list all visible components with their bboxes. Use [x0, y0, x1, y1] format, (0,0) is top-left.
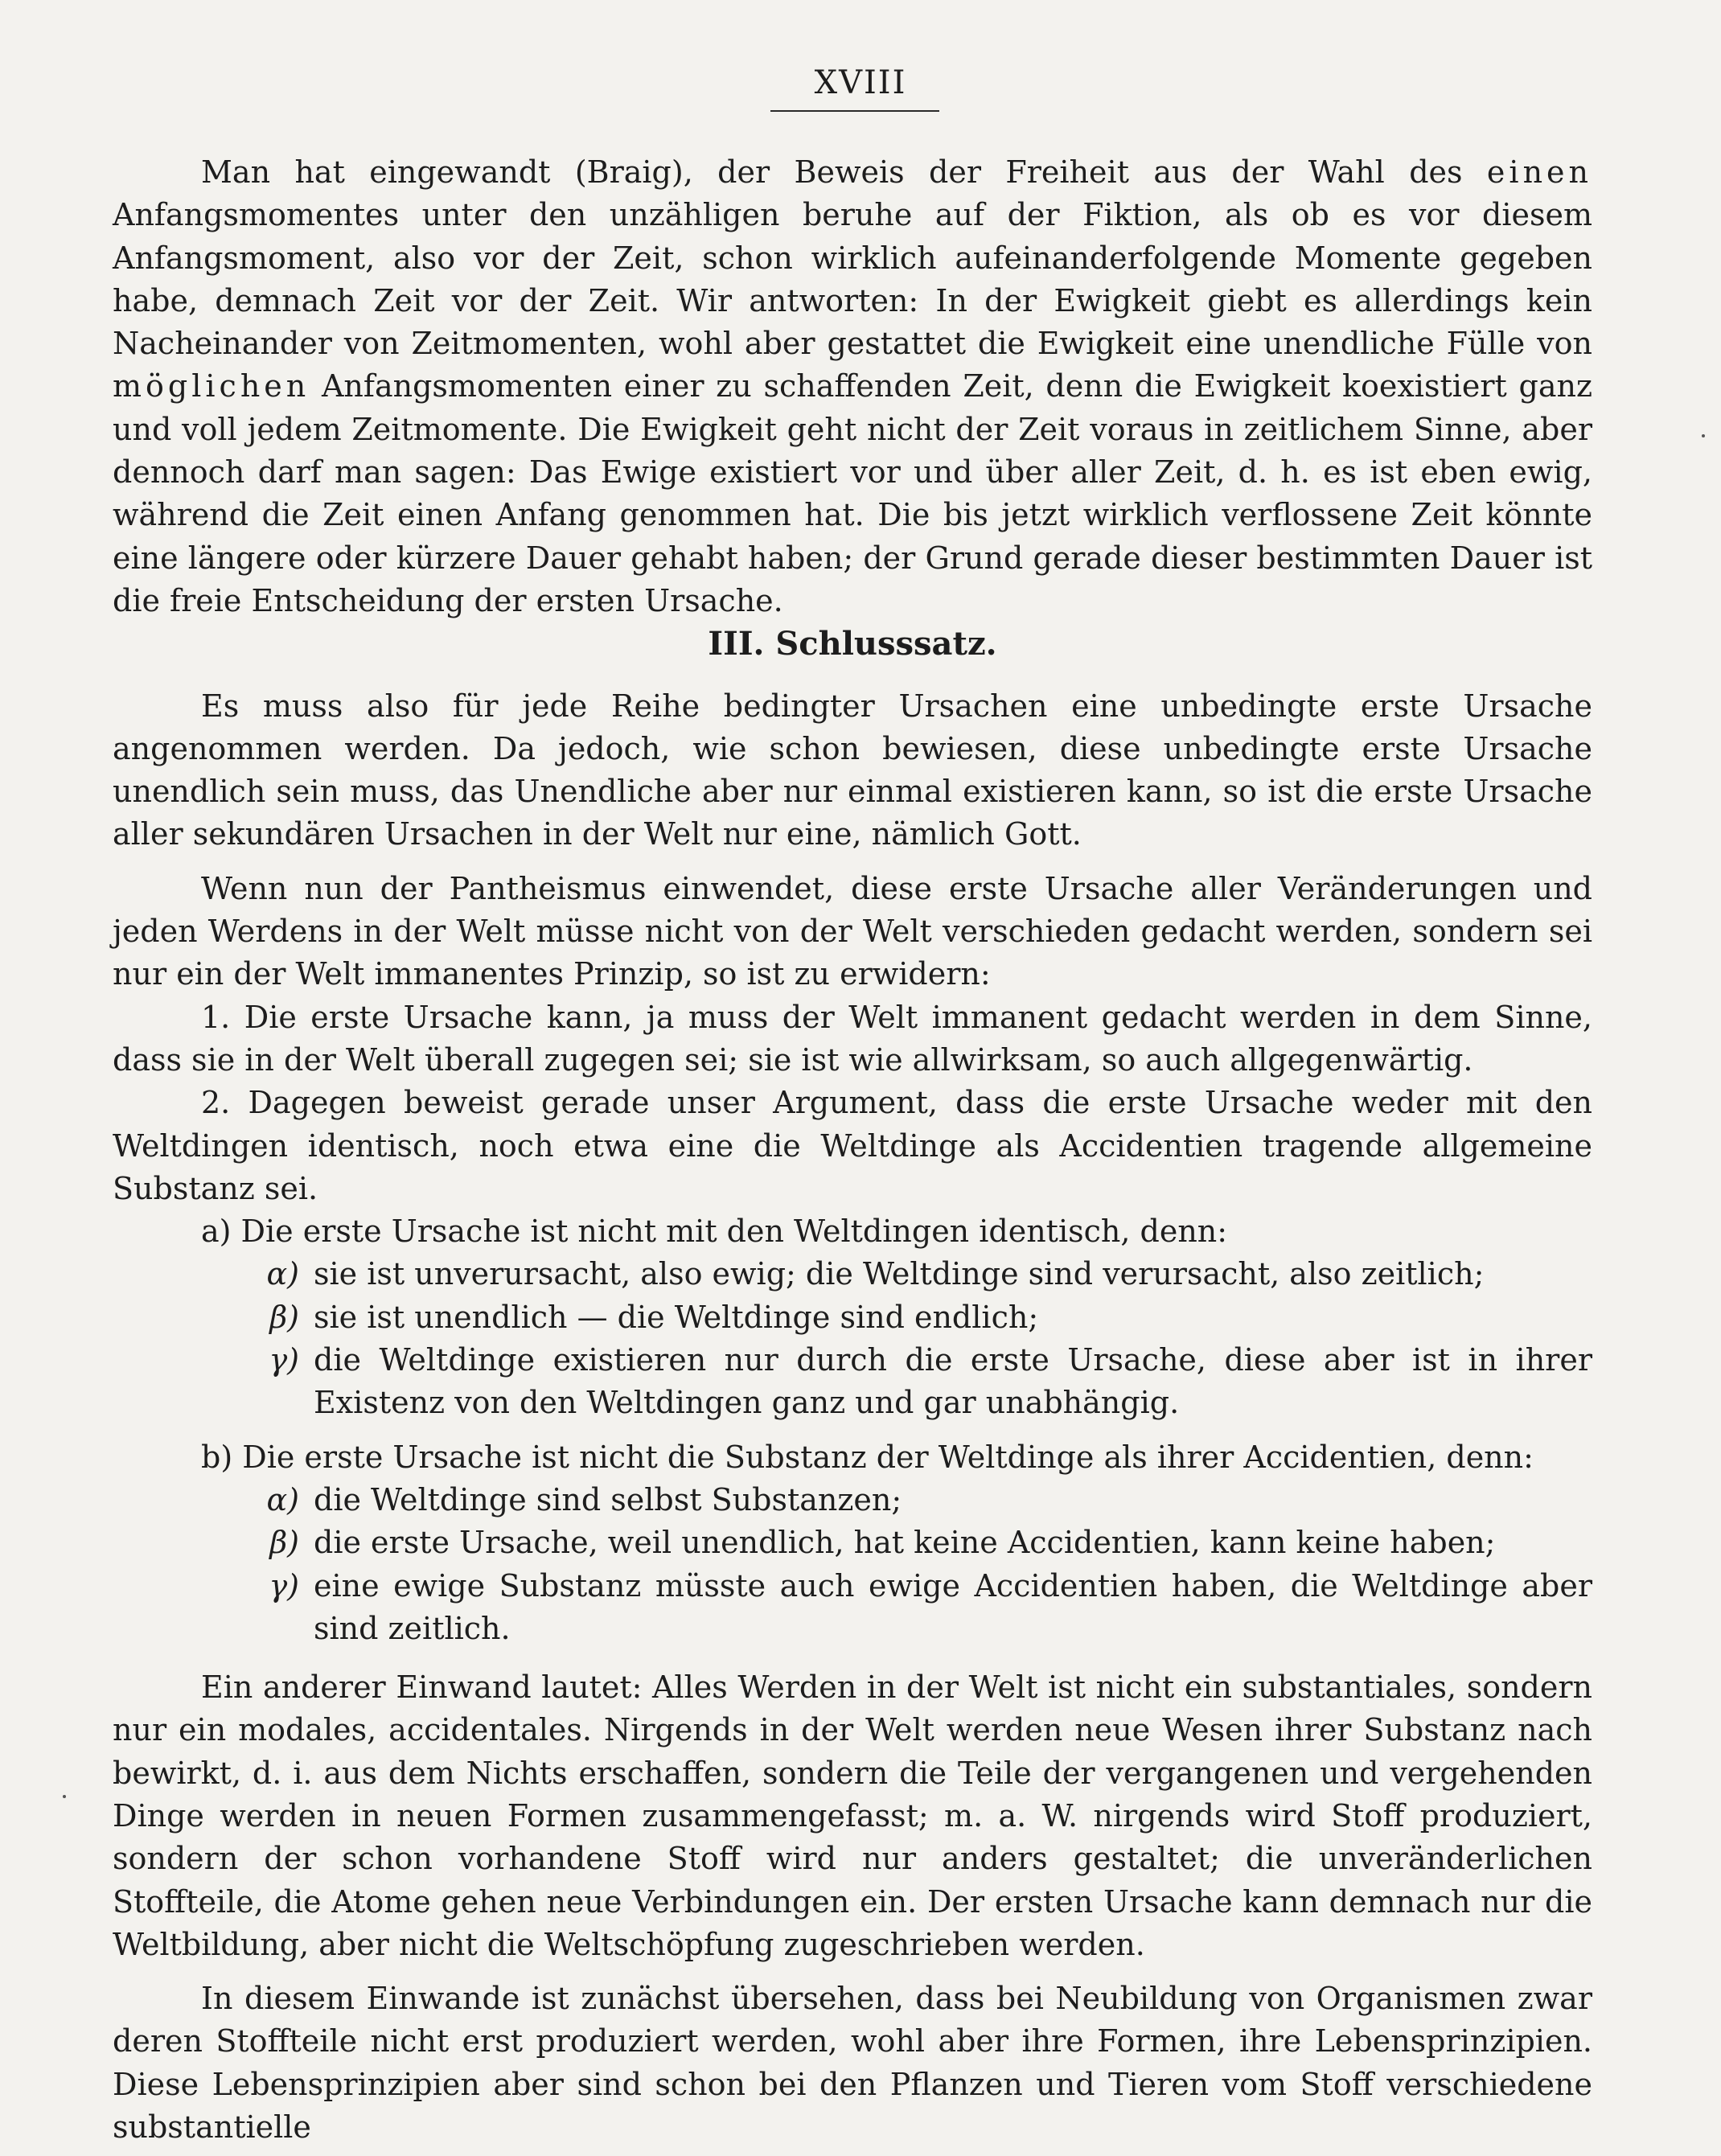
item-text: sie ist unendlich — die Weltdinge sind endlich; [314, 1299, 1039, 1335]
header-rule [770, 110, 939, 112]
subpoint-a: a) Die erste Ursache ist nicht mit den Weltdingen identisch, denn: [201, 1214, 1228, 1250]
paragraph-conclusion: Es muss also für jede Reihe bedingter Ursachen eine unbedingte erste Ursache angenommen werden. Da jedoch, wie schon bewiesen, diese unbedingte erste Ursache unendlich sein muss, das Unendliche aber nur einmal existieren kann, so ist die erste Ursache aller sekundären Ursachen in der Welt nur eine, nämlich Gott. [113, 688, 1592, 852]
list-item [233, 1339, 1592, 1425]
paragraph-response: In diesem Einwande ist zunächst übersehen, dass bei Neubildung von Organismen zwar deren Stoffteile nicht erst produziert werden, wohl aber ihre Formen, ihre Lebensprinzipien. Diese Lebensprinzipien aber sind schon bei den Pflanzen und Tieren vom Stoff verschiedene substantielle [113, 1981, 1592, 2146]
item-text: die Weltdinge sind selbst Substanzen; [314, 1481, 902, 1517]
item-mark: β) [269, 1299, 299, 1335]
list-item [233, 1253, 1592, 1296]
list-item [233, 1565, 1592, 1651]
item-mark: γ) [269, 1567, 299, 1604]
item-mark: γ) [269, 1342, 299, 1378]
page-number: XVIII [814, 64, 907, 101]
paragraph-freedom-argument [113, 151, 1592, 622]
list-a [113, 1253, 1592, 1424]
print-speck [63, 1795, 66, 1798]
item-text: eine ewige Substanz müsste auch ewige Accidentien haben, die Weltdinge aber sind zeitlich. [314, 1567, 1592, 1646]
item-mark: β) [269, 1525, 299, 1561]
paragraph-text: Man hat eingewandt (Braig), der Beweis der Freiheit aus der Wahl des [201, 154, 1487, 190]
list-item [233, 1296, 1592, 1339]
paragraph-text: Anfangsmomentes unter den unzähligen beruhe auf der Fiktion, als ob es vor diesem Anfangsmoment, also vor der Zeit, schon wirklich aufeinanderfolgende Momente gegeben habe, demnach Zeit vor der Zeit. Wir antworten: In der Ewigkeit giebt es allerdings kein Nacheinander von Zeitmomenten, wohl aber gestattet die Ewigkeit eine unendliche Fülle von [113, 197, 1592, 362]
item-mark: α) [266, 1481, 299, 1517]
list-item [233, 1522, 1592, 1564]
section-heading: III. Schlusssatz. [708, 625, 997, 663]
emphasis-einen: einen [1486, 154, 1592, 190]
paragraph-objection: Ein anderer Einwand lautet: Alles Werden in der Welt ist nicht ein substantiales, sondern nur ein modales, accidentales. Nirgends in der Welt werden neue Wesen ihrer Substanz nach bewirkt, d. i. aus dem Nichts erschaffen, sondern die Teile der vergangenen und vergehenden Dinge werden in neuen Formen zusammengefasst; m. a. W. nirgends wird Stoff produziert, sondern der schon vorhandene Stoff wird nur anders gestaltet; die unveränderlichen Stoffteile, die Atome gehen neue Verbindungen ein. Der ersten Ursache kann demnach nur die Weltbildung, aber nicht die Weltschöpfung zugeschrieben werden. [113, 1669, 1592, 1962]
paragraph-pantheism: Wenn nun der Pantheismus einwendet, diese erste Ursache aller Veränderungen und jeden Werdens in der Welt müsse nicht von der Welt verschieden gedacht werden, sondern sei nur ein der Welt immanentes Prinzip, so ist zu erwidern: [113, 870, 1592, 992]
main-text [113, 151, 1592, 2149]
print-speck [1702, 434, 1705, 437]
item-mark: α) [266, 1256, 299, 1292]
emphasis-moeglichen: möglichen [113, 368, 310, 405]
item-text: die Weltdinge existieren nur durch die erste Ursache, diese aber ist in ihrer Existenz von den Weltdingen ganz und gar unabhängig. [314, 1342, 1592, 1421]
list-b [113, 1479, 1592, 1650]
point-1: 1. Die erste Ursache kann, ja muss der Welt immanent gedacht werden in dem Sinne, dass sie in der Welt überall zugegen sei; sie ist wie allwirksam, so auch allgegenwärtig. [113, 999, 1592, 1078]
item-text: die erste Ursache, weil unendlich, hat keine Accidentien, kann keine haben; [314, 1525, 1496, 1561]
item-text: sie ist unverursacht, also ewig; die Weltdinge sind verursacht, also zeitlich; [314, 1256, 1485, 1292]
paragraph-text: Anfangsmomenten einer zu schaffenden Zeit, denn die Ewigkeit koexistiert ganz und voll jedem Zeitmomente. Die Ewigkeit geht nicht der Zeit voraus in zeitlichem Sinne, aber dennoch darf man sagen: Das Ewige existiert vor und über aller Zeit, d. h. es ist eben ewig, während die Zeit einen Anfang genommen hat. Die bis jetzt wirklich verflossene Zeit könnte eine längere oder kürzere Dauer gehabt haben; der Grund gerade dieser bestimmten Dauer ist die freie Entscheidung der ersten Ursache. [113, 368, 1592, 618]
list-item [233, 1479, 1592, 1522]
point-2: 2. Dagegen beweist gerade unser Argument, dass die erste Ursache weder mit den Weltdingen identisch, noch etwa eine die Weltdinge als Accidentien tragende allgemeine Substanz sei. [113, 1085, 1592, 1206]
subpoint-b: b) Die erste Ursache ist nicht die Substanz der Weltdinge als ihrer Accidentien, denn: [201, 1439, 1534, 1475]
